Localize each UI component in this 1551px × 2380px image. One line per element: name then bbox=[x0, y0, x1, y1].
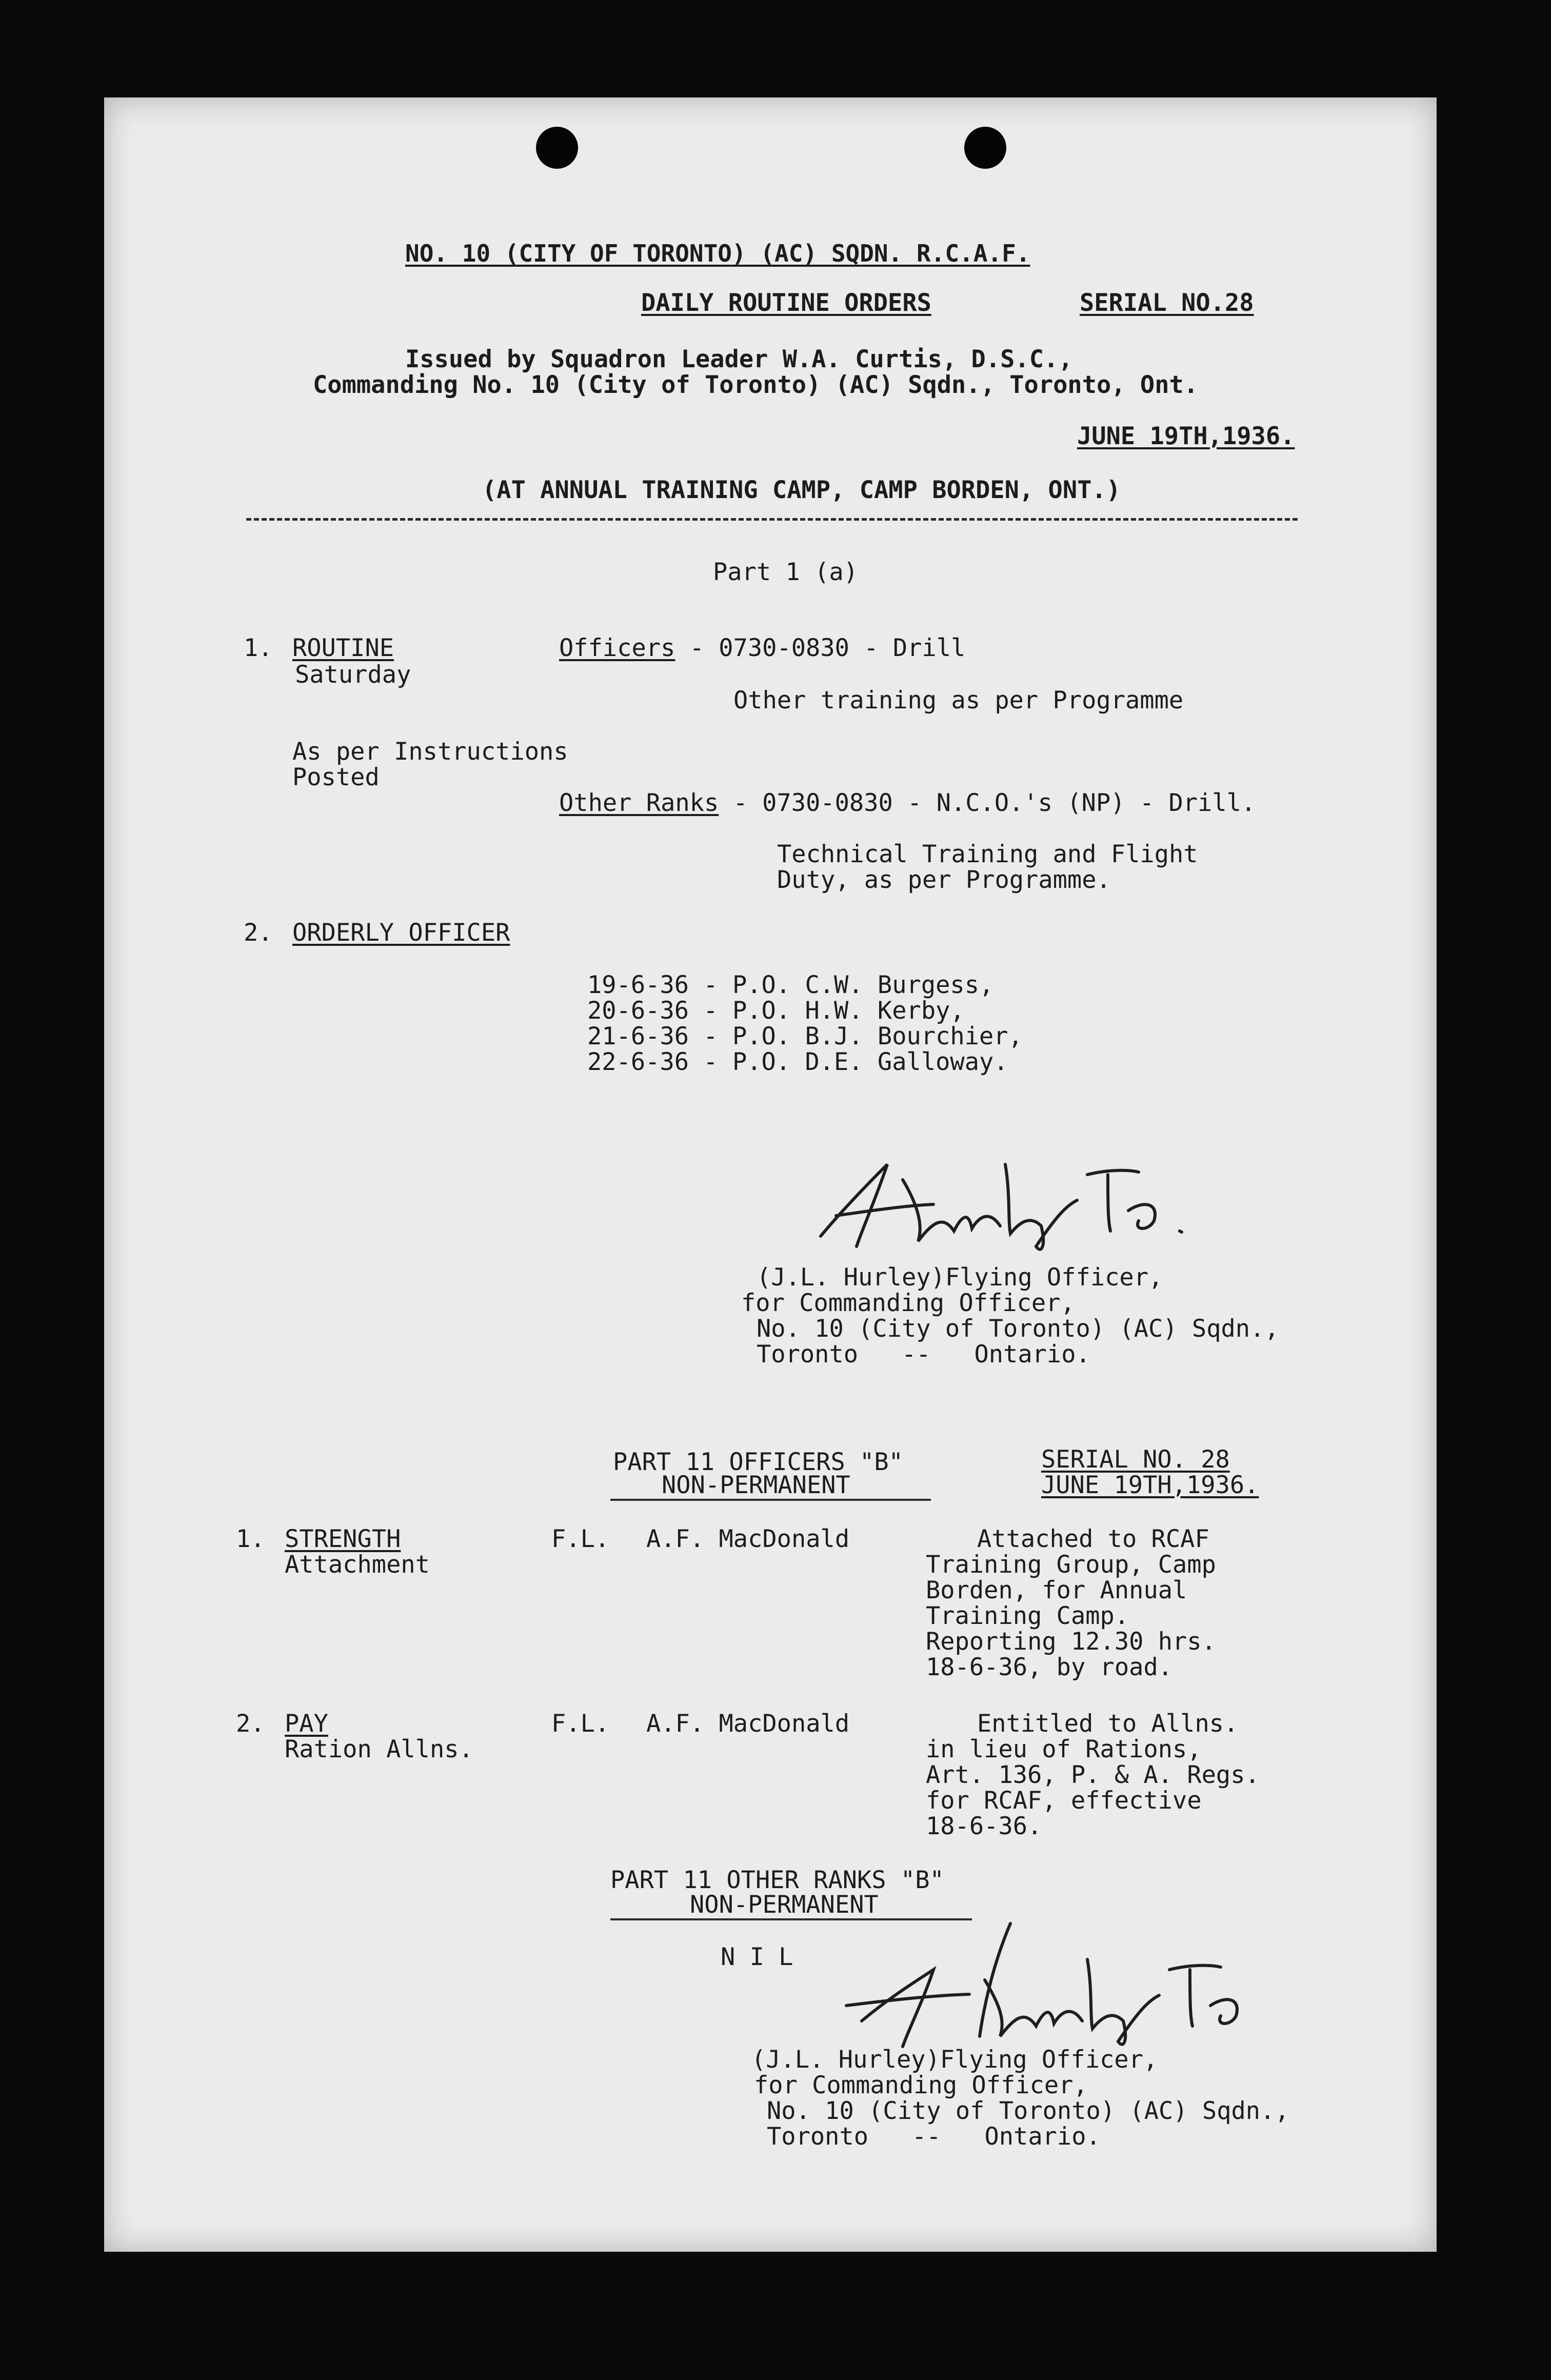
part2-date: JUNE 19TH,1936. bbox=[1041, 1471, 1259, 1499]
strength-number: 1. bbox=[236, 1525, 265, 1553]
orderly-entry: 19-6-36 - P.O. C.W. Burgess, bbox=[587, 971, 994, 999]
orderly-number: 2. bbox=[244, 919, 273, 947]
signature2-line1: (J.L. Hurley)Flying Officer, bbox=[751, 2046, 1158, 2074]
orderly-heading: ORDERLY OFFICER bbox=[292, 919, 510, 947]
order-date: JUNE 19TH,1936. bbox=[1077, 422, 1295, 450]
strength-detail: Training Group, Camp bbox=[926, 1551, 1216, 1579]
signature1-line1: (J.L. Hurley)Flying Officer, bbox=[757, 1263, 1163, 1292]
strength-heading: STRENGTH bbox=[285, 1525, 401, 1553]
instructions-line1: As per Instructions bbox=[292, 738, 568, 766]
strength-detail: Attached to RCAF bbox=[977, 1525, 1209, 1553]
orders-title: DAILY ROUTINE ORDERS bbox=[641, 289, 931, 317]
officers-label: Officers bbox=[559, 634, 675, 662]
technical-training-line2: Duty, as per Programme. bbox=[777, 866, 1111, 894]
other-ranks-label: Other Ranks bbox=[559, 789, 719, 817]
signature2-line4: Toronto -- Ontario. bbox=[767, 2123, 1101, 2151]
orderly-entry: 20-6-36 - P.O. H.W. Kerby, bbox=[587, 997, 965, 1025]
handwritten-signature-1 bbox=[800, 1144, 1262, 1262]
technical-training-line1: Technical Training and Flight bbox=[777, 840, 1198, 868]
strength-officer-name: A.F. MacDonald bbox=[646, 1525, 850, 1553]
signature2-line2: for Commanding Officer, bbox=[754, 2071, 1088, 2099]
pay-detail: Entitled to Allns. bbox=[977, 1710, 1239, 1738]
officers-schedule: - 0730-0830 - Drill bbox=[675, 634, 966, 662]
strength-detail: Borden, for Annual bbox=[926, 1576, 1187, 1604]
signature1-line3: No. 10 (City of Toronto) (AC) Sqdn., bbox=[757, 1315, 1279, 1343]
punch-hole-right bbox=[964, 127, 1006, 169]
instructions-line2: Posted bbox=[292, 763, 380, 791]
part2-officers-subtitle: NON-PERMANENT bbox=[662, 1471, 850, 1499]
unit-title: NO. 10 (CITY OF TORONTO) (AC) SQDN. R.C.A.F. bbox=[405, 240, 1030, 267]
pay-officer-name: A.F. MacDonald bbox=[646, 1710, 850, 1738]
pay-number: 2. bbox=[236, 1710, 265, 1738]
handwritten-signature-2 bbox=[831, 1918, 1272, 2062]
orderly-entry: 21-6-36 - P.O. B.J. Bourchier, bbox=[587, 1022, 1023, 1050]
strength-subheading: Attachment bbox=[285, 1551, 430, 1579]
part2-officers-title: PART 11 OFFICERS "B" bbox=[613, 1448, 903, 1476]
pay-detail: 18-6-36. bbox=[926, 1812, 1042, 1840]
strength-detail: 18-6-36, by road. bbox=[926, 1653, 1173, 1681]
part2-ranks-subtitle: NON-PERMANENT bbox=[690, 1891, 879, 1919]
signature1-line4: Toronto -- Ontario. bbox=[757, 1340, 1090, 1369]
pay-detail: in lieu of Rations, bbox=[926, 1735, 1202, 1763]
punch-hole-left bbox=[536, 127, 578, 169]
camp-location: (AT ANNUAL TRAINING CAMP, CAMP BORDEN, ONT.) bbox=[482, 476, 1121, 504]
header-divider bbox=[246, 518, 1298, 521]
other-ranks-schedule: - 0730-0830 - N.C.O.'s (NP) - Drill. bbox=[719, 789, 1256, 817]
part2-ranks-title: PART 11 OTHER RANKS "B" bbox=[610, 1866, 944, 1894]
pay-detail: for RCAF, effective bbox=[926, 1787, 1202, 1815]
orderly-entry: 22-6-36 - P.O. D.E. Galloway. bbox=[587, 1048, 1008, 1076]
nil-entry: N I L bbox=[721, 1943, 793, 1971]
routine-day: Saturday bbox=[295, 661, 411, 689]
routine-number: 1. bbox=[244, 634, 273, 662]
routine-heading: ROUTINE bbox=[292, 634, 394, 662]
signature2-line3: No. 10 (City of Toronto) (AC) Sqdn., bbox=[767, 2097, 1289, 2125]
commanding-line: Commanding No. 10 (City of Toronto) (AC) Sqdn., Toronto, Ont. bbox=[313, 371, 1199, 399]
officers-line bbox=[559, 635, 965, 662]
signature1-line2: for Commanding Officer, bbox=[741, 1289, 1075, 1317]
other-ranks-line bbox=[559, 790, 1256, 817]
serial-number: SERIAL NO.28 bbox=[1080, 289, 1254, 317]
pay-heading: PAY bbox=[285, 1710, 328, 1738]
pay-rank: F.L. bbox=[551, 1710, 610, 1738]
officers-other-training: Other training as per Programme bbox=[733, 686, 1184, 715]
pay-detail: Art. 136, P. & A. Regs. bbox=[926, 1761, 1260, 1789]
issued-by-line: Issued by Squadron Leader W.A. Curtis, D.S.C., bbox=[405, 345, 1073, 373]
part2-serial: SERIAL NO. 28 bbox=[1041, 1445, 1230, 1474]
strength-detail: Reporting 12.30 hrs. bbox=[926, 1628, 1216, 1656]
strength-detail: Training Camp. bbox=[926, 1602, 1129, 1630]
pay-subheading: Ration Allns. bbox=[285, 1735, 473, 1763]
strength-rank: F.L. bbox=[551, 1525, 610, 1553]
part2-officers-rule bbox=[610, 1499, 931, 1501]
part1-title: Part 1 (a) bbox=[713, 558, 858, 586]
